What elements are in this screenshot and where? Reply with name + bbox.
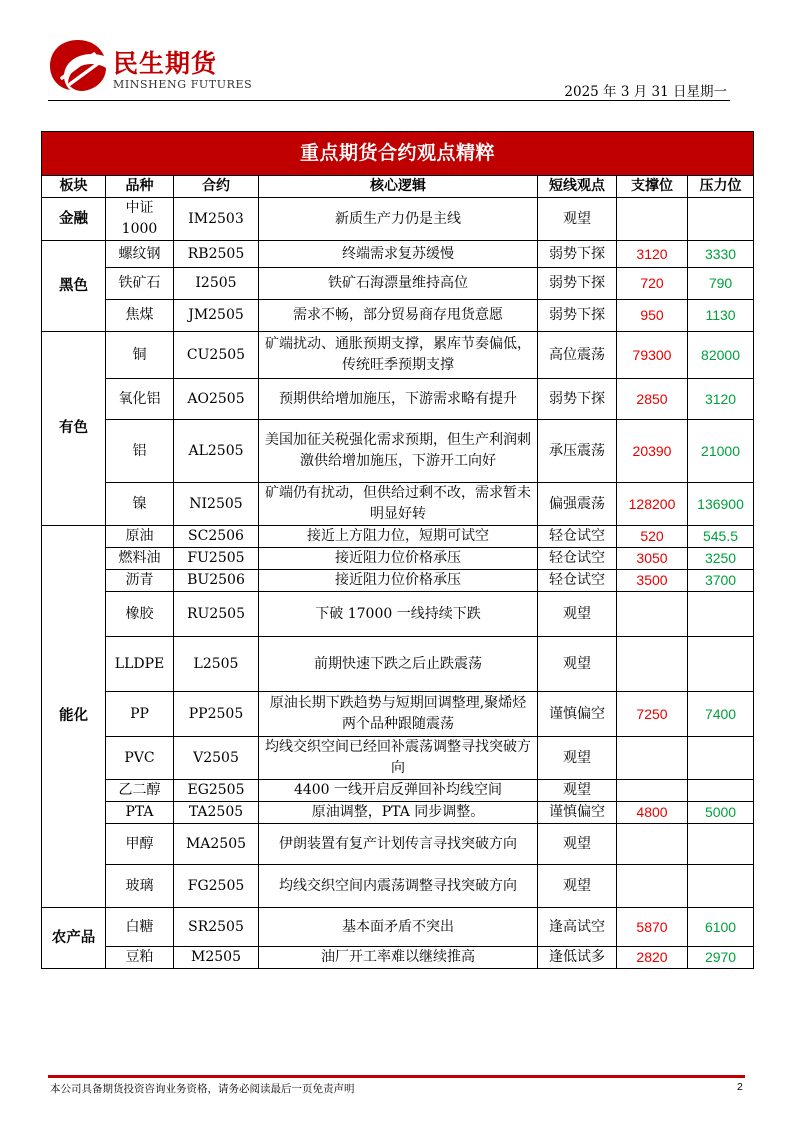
contract-cell: NI2505: [174, 483, 259, 526]
table-row: [42, 592, 754, 637]
contract-cell: FU2505: [174, 548, 259, 570]
contract-cell: MA2505: [174, 824, 259, 865]
variety-cell: 玻璃: [106, 865, 174, 908]
view-cell: 观望: [538, 737, 617, 780]
resistance-cell: 5000: [688, 802, 754, 824]
support-cell: 720: [617, 268, 688, 300]
variety-cell: 原油: [106, 526, 174, 548]
logic-cell: 预期供给增加施压，下游需求略有提升: [259, 379, 538, 420]
contract-cell: SC2506: [174, 526, 259, 548]
logic-cell: 铁矿石海漂量维持高位: [259, 268, 538, 300]
minsheng-logo-icon: [48, 38, 108, 92]
support-cell: 4800: [617, 802, 688, 824]
variety-cell: PVC: [106, 737, 174, 780]
logic-cell: 原油调整，PTA 同步调整。: [259, 802, 538, 824]
footer-rule: [48, 1075, 745, 1078]
view-cell: 观望: [538, 865, 617, 908]
table-row: [42, 780, 754, 802]
column-header: 压力位: [688, 176, 754, 198]
support-cell: 5870: [617, 908, 688, 947]
support-cell: 520: [617, 526, 688, 548]
table-row: [42, 947, 754, 969]
support-cell: 128200: [617, 483, 688, 526]
column-header: 品种: [106, 176, 174, 198]
column-header: 板块: [42, 176, 106, 198]
view-cell: 谨慎偏空: [538, 692, 617, 737]
support-cell: 79300: [617, 332, 688, 379]
contract-cell: FG2505: [174, 865, 259, 908]
view-cell: 轻仓试空: [538, 548, 617, 570]
futures-view-table: [41, 131, 754, 969]
table-row: [42, 483, 754, 526]
table-row: [42, 802, 754, 824]
contract-cell: BU2506: [174, 570, 259, 592]
table-row: [42, 241, 754, 268]
support-cell: [617, 592, 688, 637]
support-cell: [617, 198, 688, 241]
contract-cell: AO2505: [174, 379, 259, 420]
variety-cell: 沥青: [106, 570, 174, 592]
table-row: [42, 570, 754, 592]
resistance-cell: 3120: [688, 379, 754, 420]
page-number: 2: [737, 1081, 743, 1093]
view-cell: 承压震荡: [538, 420, 617, 483]
logic-cell: 4400 一线开启反弹回补均线空间: [259, 780, 538, 802]
view-cell: 弱势下探: [538, 300, 617, 332]
footer-disclaimer: 本公司具备期货投资咨询业务资格，请务必阅读最后一页免责声明: [50, 1083, 355, 1095]
support-cell: 20390: [617, 420, 688, 483]
support-cell: [617, 637, 688, 692]
logic-cell: 新质生产力仍是主线: [259, 198, 538, 241]
table-row: [42, 332, 754, 379]
column-header: 合约: [174, 176, 259, 198]
table-row: [42, 198, 754, 241]
variety-cell: 乙二醇: [106, 780, 174, 802]
support-cell: 950: [617, 300, 688, 332]
sector-cell: 有色: [42, 332, 106, 526]
resistance-cell: [688, 780, 754, 802]
sector-cell: 金融: [42, 198, 106, 241]
table-row: [42, 865, 754, 908]
support-cell: [617, 737, 688, 780]
logic-cell: 均线交织空间内震荡调整寻找突破方向: [259, 865, 538, 908]
variety-cell: 焦煤: [106, 300, 174, 332]
variety-cell: PP: [106, 692, 174, 737]
resistance-cell: 21000: [688, 420, 754, 483]
contract-cell: JM2505: [174, 300, 259, 332]
view-cell: 弱势下探: [538, 241, 617, 268]
view-cell: 谨慎偏空: [538, 802, 617, 824]
support-cell: 3120: [617, 241, 688, 268]
logic-cell: 均线交织空间已经回补震荡调整寻找突破方向: [259, 737, 538, 780]
resistance-cell: [688, 592, 754, 637]
support-cell: [617, 780, 688, 802]
support-cell: [617, 824, 688, 865]
contract-cell: AL2505: [174, 420, 259, 483]
table-row: [42, 692, 754, 737]
variety-cell: 铜: [106, 332, 174, 379]
resistance-cell: 2970: [688, 947, 754, 969]
variety-cell: PTA: [106, 802, 174, 824]
report-date: 2025 年 3 月 31 日星期一: [564, 84, 727, 100]
column-header: 核心逻辑: [259, 176, 538, 198]
table-row: [42, 300, 754, 332]
header-rule: [48, 100, 730, 101]
view-cell: 轻仓试空: [538, 570, 617, 592]
sector-cell: 黑色: [42, 241, 106, 332]
variety-cell: 铁矿石: [106, 268, 174, 300]
logic-cell: 接近上方阻力位，短期可试空: [259, 526, 538, 548]
logic-cell: 接近阻力位价格承压: [259, 548, 538, 570]
logic-cell: 需求不畅，部分贸易商存甩货意愿: [259, 300, 538, 332]
table-row: [42, 824, 754, 865]
table-row: [42, 420, 754, 483]
variety-cell: 白糖: [106, 908, 174, 947]
resistance-cell: [688, 637, 754, 692]
table-row: [42, 548, 754, 570]
brand-name-cn: 民生期货: [113, 49, 218, 78]
resistance-cell: 3250: [688, 548, 754, 570]
brand-name-en: MINSHENG FUTURES: [113, 78, 253, 91]
view-cell: 逢高试空: [538, 908, 617, 947]
variety-cell: 镍: [106, 483, 174, 526]
contract-cell: PP2505: [174, 692, 259, 737]
contract-cell: EG2505: [174, 780, 259, 802]
sector-cell: 农产品: [42, 908, 106, 969]
sector-cell: 能化: [42, 526, 106, 908]
logic-cell: 美国加征关税强化需求预期，但生产利润刺激供给增加施压，下游开工向好: [259, 420, 538, 483]
contract-cell: V2505: [174, 737, 259, 780]
view-cell: 弱势下探: [538, 268, 617, 300]
resistance-cell: 82000: [688, 332, 754, 379]
table-row: [42, 908, 754, 947]
resistance-cell: [688, 824, 754, 865]
support-cell: 3500: [617, 570, 688, 592]
view-cell: 逢低试多: [538, 947, 617, 969]
variety-cell: 燃料油: [106, 548, 174, 570]
view-cell: 观望: [538, 780, 617, 802]
view-cell: 高位震荡: [538, 332, 617, 379]
logic-cell: 原油长期下跌趋势与短期回调整理,聚烯烃两个品种跟随震荡: [259, 692, 538, 737]
contract-cell: SR2505: [174, 908, 259, 947]
table-title: 重点期货合约观点精粹: [42, 132, 754, 176]
contract-cell: L2505: [174, 637, 259, 692]
table-row: [42, 737, 754, 780]
variety-cell: 氧化铝: [106, 379, 174, 420]
resistance-cell: [688, 198, 754, 241]
view-cell: 观望: [538, 592, 617, 637]
variety-cell: 豆粕: [106, 947, 174, 969]
variety-cell: 中证1000: [106, 198, 174, 241]
logic-cell: 矿端扰动、通胀预期支撑，累库节奏偏低，传统旺季预期支撑: [259, 332, 538, 379]
support-cell: 7250: [617, 692, 688, 737]
logic-cell: 下破 17000 一线持续下跌: [259, 592, 538, 637]
logic-cell: 前期快速下跌之后止跌震荡: [259, 637, 538, 692]
logic-cell: 矿端仍有扰动，但供给过剩不改，需求暂未明显好转: [259, 483, 538, 526]
contract-cell: TA2505: [174, 802, 259, 824]
variety-cell: 螺纹钢: [106, 241, 174, 268]
column-header: 短线观点: [538, 176, 617, 198]
logic-cell: 终端需求复苏缓慢: [259, 241, 538, 268]
resistance-cell: 6100: [688, 908, 754, 947]
contract-cell: IM2503: [174, 198, 259, 241]
resistance-cell: 7400: [688, 692, 754, 737]
support-cell: 3050: [617, 548, 688, 570]
variety-cell: 铝: [106, 420, 174, 483]
view-cell: 观望: [538, 198, 617, 241]
logic-cell: 基本面矛盾不突出: [259, 908, 538, 947]
support-cell: [617, 865, 688, 908]
table-row: [42, 637, 754, 692]
variety-cell: 甲醇: [106, 824, 174, 865]
view-cell: 观望: [538, 824, 617, 865]
contract-cell: RU2505: [174, 592, 259, 637]
table-row: [42, 379, 754, 420]
support-cell: 2820: [617, 947, 688, 969]
contract-cell: RB2505: [174, 241, 259, 268]
logic-cell: 接近阻力位价格承压: [259, 570, 538, 592]
column-header: 支撑位: [617, 176, 688, 198]
view-cell: 观望: [538, 637, 617, 692]
resistance-cell: [688, 865, 754, 908]
view-cell: 偏强震荡: [538, 483, 617, 526]
contract-cell: I2505: [174, 268, 259, 300]
contract-cell: CU2505: [174, 332, 259, 379]
resistance-cell: 545.5: [688, 526, 754, 548]
logic-cell: 伊朗装置有复产计划传言寻找突破方向: [259, 824, 538, 865]
variety-cell: LLDPE: [106, 637, 174, 692]
logic-cell: 油厂开工率难以继续推高: [259, 947, 538, 969]
support-cell: 2850: [617, 379, 688, 420]
table-row: [42, 268, 754, 300]
resistance-cell: 3330: [688, 241, 754, 268]
view-cell: 轻仓试空: [538, 526, 617, 548]
view-cell: 弱势下探: [538, 379, 617, 420]
resistance-cell: 136900: [688, 483, 754, 526]
contract-cell: M2505: [174, 947, 259, 969]
resistance-cell: 3700: [688, 570, 754, 592]
table-row: [42, 526, 754, 548]
resistance-cell: [688, 737, 754, 780]
variety-cell: 橡胶: [106, 592, 174, 637]
resistance-cell: 1130: [688, 300, 754, 332]
resistance-cell: 790: [688, 268, 754, 300]
